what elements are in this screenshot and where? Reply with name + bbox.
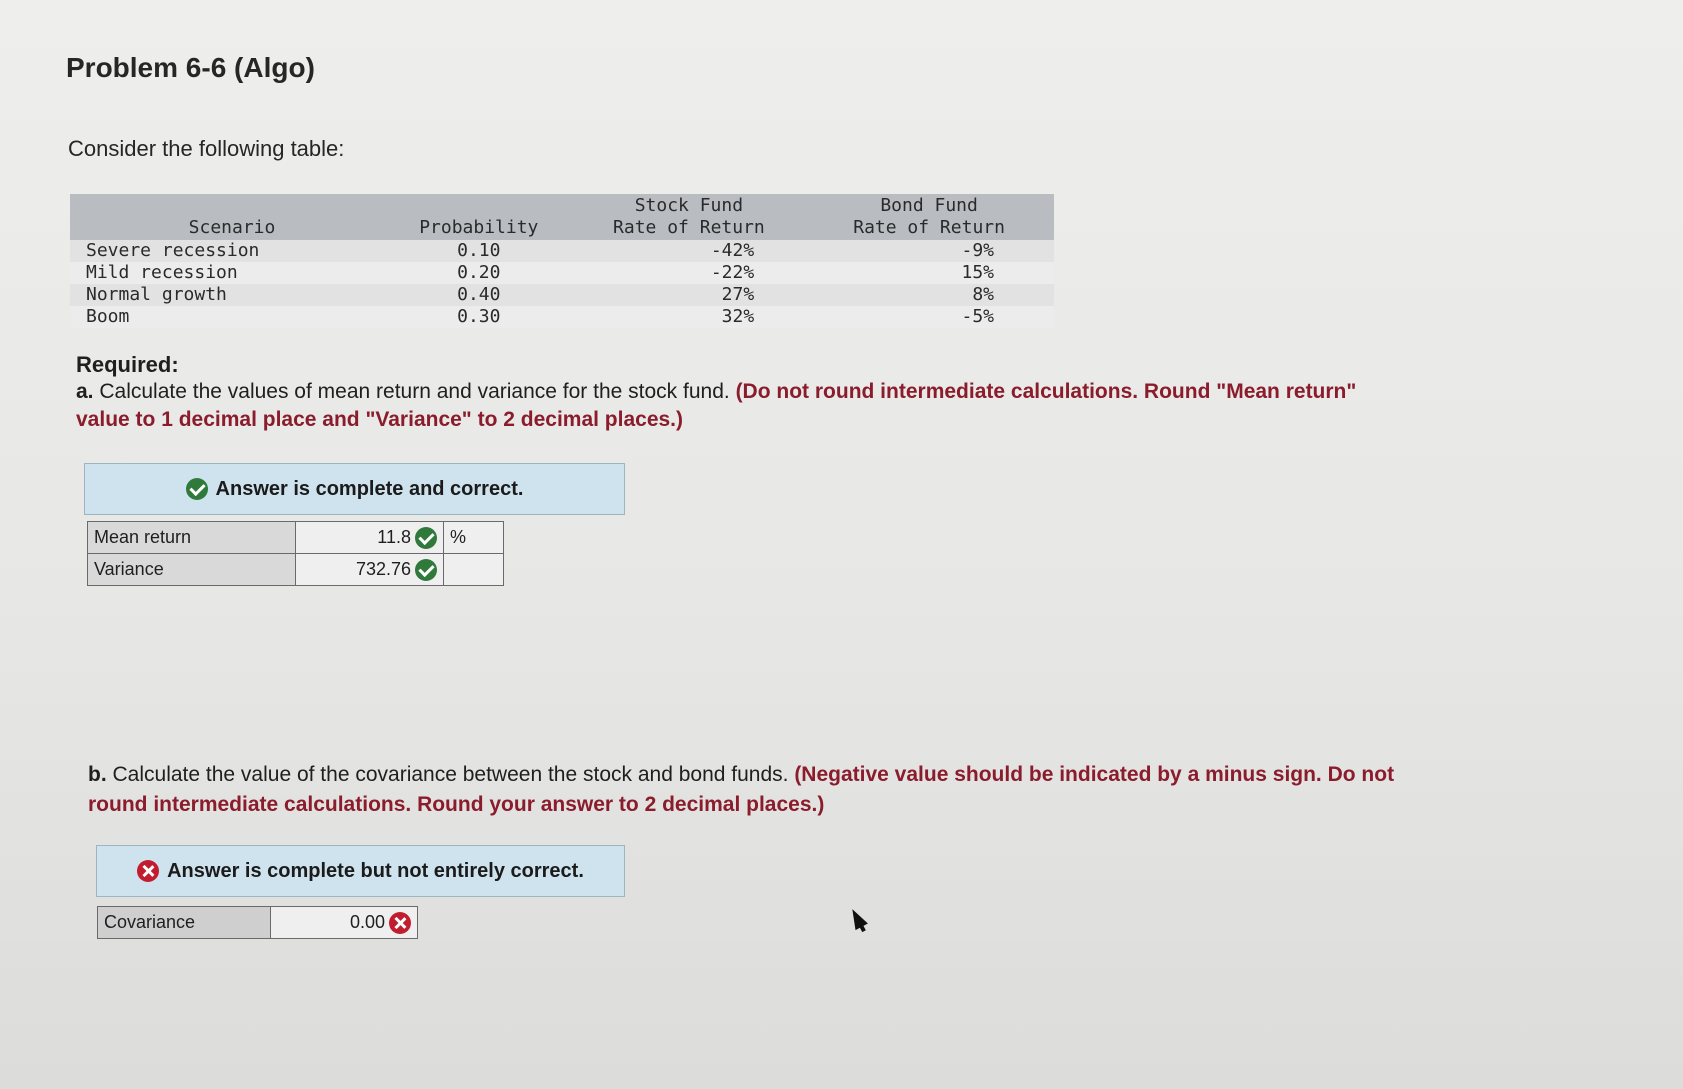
cell-scenario: Normal growth: [86, 284, 227, 305]
answer-banner-b: [96, 845, 625, 897]
answer-banner-a-text: Answer is complete and correct.: [215, 477, 524, 500]
question-b-label: b.: [88, 763, 107, 786]
question-b: [88, 760, 1448, 820]
cell-stock-return: 32%: [721, 306, 755, 327]
intro-text: Consider the following table:: [68, 136, 345, 161]
cell-bond-return: 8%: [972, 284, 994, 305]
question-a: [76, 378, 1396, 434]
cell-stock-return: -42%: [710, 240, 755, 261]
x-circle-icon: [389, 912, 411, 934]
check-circle-icon: [415, 559, 437, 581]
mouse-cursor-icon: [846, 906, 868, 930]
question-a-text: Calculate the values of mean return and variance for the stock fund.: [99, 380, 730, 403]
mean-return-unit: %: [444, 522, 504, 554]
variance-input[interactable]: [296, 554, 444, 586]
x-circle-icon: [137, 860, 159, 882]
cell-probability: 0.10: [457, 240, 501, 261]
header-scenario: Scenario: [188, 217, 276, 238]
cell-bond-return: -9%: [961, 240, 994, 261]
header-stock-fund: Stock Fund Rate of Return: [613, 195, 765, 238]
page-title: Problem 6-6 (Algo): [66, 52, 315, 83]
question-a-instructions: (Do not round intermediate calculations. Round "Mean return" value to 1 decimal place and "Variance" to 2 decimal places.): [76, 380, 1357, 431]
answer-row-covariance: [98, 907, 418, 939]
covariance-label: Covariance: [98, 907, 271, 939]
cell-scenario: Boom: [86, 306, 130, 327]
header-probability: Probability: [419, 217, 539, 238]
table-row: [70, 240, 1054, 262]
table-header-row: [70, 194, 1054, 240]
mean-return-input[interactable]: [296, 522, 444, 554]
cell-probability: 0.20: [457, 262, 501, 283]
question-b-text: Calculate the value of the covariance between the stock and bond funds.: [112, 763, 789, 786]
check-circle-icon: [415, 527, 437, 549]
cell-scenario: Severe recession: [86, 240, 260, 261]
table-row: [70, 262, 1054, 284]
cell-bond-return: 15%: [961, 262, 994, 283]
cell-scenario: Mild recession: [86, 262, 238, 283]
variance-unit: [444, 554, 504, 586]
answer-table-b: [97, 906, 418, 939]
answer-table-a: [87, 521, 504, 586]
answer-row-mean-return: [88, 522, 504, 554]
cell-stock-return: 27%: [721, 284, 755, 305]
covariance-value: 0.00: [349, 912, 385, 933]
mean-return-value: 11.8: [377, 527, 411, 548]
header-bond-fund: Bond Fund Rate of Return: [853, 195, 1005, 238]
answer-banner-a: [84, 463, 625, 515]
cell-probability: 0.40: [457, 284, 501, 305]
question-a-label: a.: [76, 380, 94, 403]
variance-label: Variance: [88, 554, 296, 586]
scenario-table: [70, 194, 1054, 328]
covariance-input[interactable]: [271, 907, 418, 939]
cell-probability: 0.30: [457, 306, 501, 327]
mean-return-label: Mean return: [88, 522, 296, 554]
answer-row-variance: [88, 554, 504, 586]
table-row: [70, 284, 1054, 306]
question-b-instructions: (Negative value should be indicated by a minus sign. Do not round intermediate calculations. Round your answer to 2 decimal places.): [88, 763, 1395, 816]
table-row: [70, 306, 1054, 328]
cell-stock-return: -22%: [710, 262, 755, 283]
answer-banner-b-text: Answer is complete but not entirely correct.: [167, 859, 584, 882]
check-circle-icon: [186, 478, 208, 500]
cell-bond-return: -5%: [961, 306, 994, 327]
variance-value: 732.76: [355, 559, 411, 580]
required-heading: Required:: [76, 352, 179, 377]
